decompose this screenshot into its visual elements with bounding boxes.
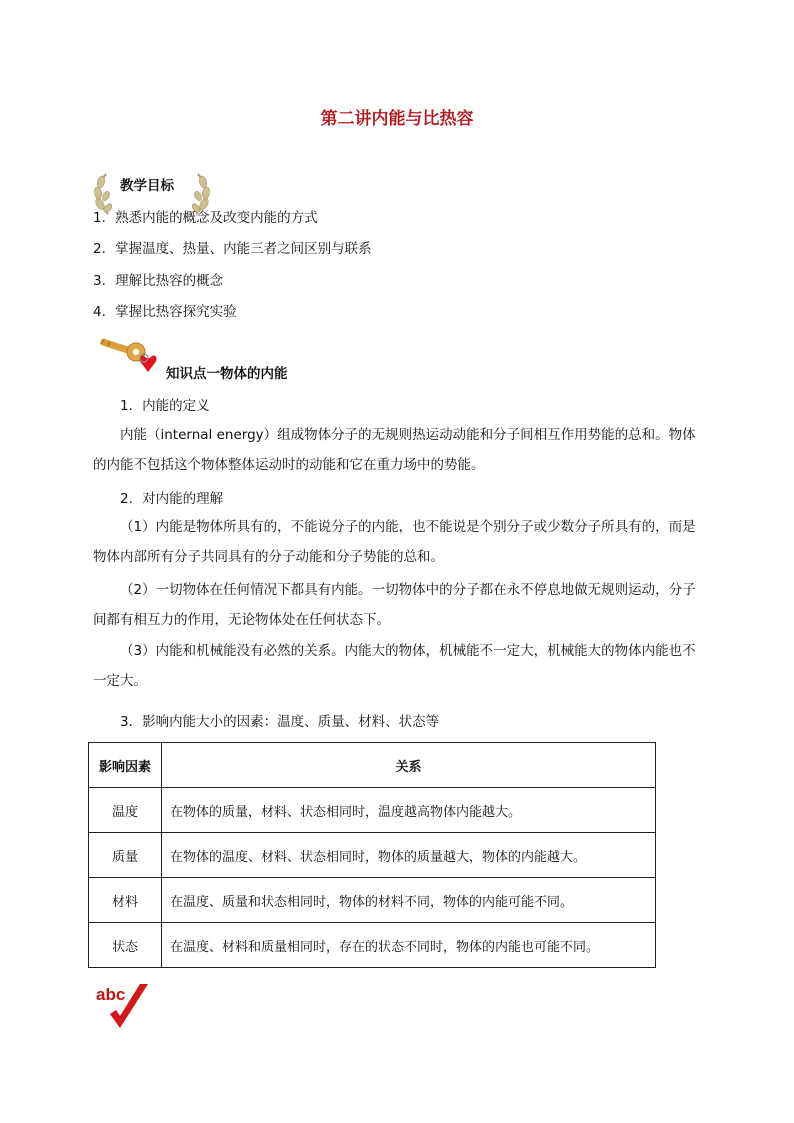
table-row	[89, 833, 656, 878]
subheading-understanding: 2．对内能的理解	[120, 491, 224, 507]
table-row	[89, 923, 656, 968]
goal-item-1: 1．熟悉内能的概念及改变内能的方式	[93, 210, 318, 226]
table-header-row	[89, 743, 656, 788]
table-cell-factor: 材料	[89, 878, 162, 923]
paragraph-definition: 内能（internal energy）组成物体分子的无规则热运动动能和分子间相互作用势能的总和。物体的内能不包括这个物体整体运动时的动能和它在重力场中的势能。	[93, 427, 696, 473]
table-cell-factor: 状态	[89, 923, 162, 968]
table-cell-factor: 质量	[89, 833, 162, 878]
key-heart-icon	[98, 328, 160, 376]
goal-item-3: 3．理解比热容的概念	[93, 273, 224, 289]
svg-text:abc: abc	[96, 985, 126, 1004]
table-header-relation: 关系	[162, 743, 656, 788]
document-title: 第二讲内能与比热容	[320, 109, 474, 129]
goal-item-4: 4．掌握比热容探究实验	[93, 304, 237, 320]
subheading-factors: 3．影响内能大小的因素：温度、质量、材料、状态等	[120, 714, 440, 730]
table-cell-relation: 在物体的温度、材料、状态相同时，物体的质量越大，物体的内能越大。	[162, 833, 656, 878]
table-header-factor: 影响因素	[89, 743, 162, 788]
teaching-goal-heading: 教学目标	[120, 178, 174, 194]
table-cell-relation: 在物体的质量，材料、状态相同时，温度越高物体内能越大。	[162, 788, 656, 833]
paragraph-understanding-1: （1）内能是物体所具有的，不能说分子的内能，也不能说是个别分子或少数分子所具有的，而是物体内部所有分子共同具有的分子动能和分子势能的总和。	[93, 519, 696, 565]
table-row	[89, 788, 656, 833]
goal-item-2: 2．掌握温度、热量、内能三者之间区别与联系	[93, 241, 372, 257]
subheading-definition: 1．内能的定义	[120, 398, 210, 414]
abc-check-icon	[96, 980, 152, 1032]
table-cell-factor: 温度	[89, 788, 162, 833]
paragraph-understanding-2: （2）一切物体在任何情况下都具有内能。一切物体中的分子都在永不停息地做无规则运动，分子间都有相互力的作用，无论物体处在任何状态下。	[93, 582, 696, 628]
table-row	[89, 878, 656, 923]
factors-table	[88, 742, 656, 968]
table-cell-relation: 在温度、质量和状态相同时，物体的材料不同，物体的内能可能不同。	[162, 878, 656, 923]
paragraph-understanding-3: （3）内能和机械能没有必然的关系。内能大的物体，机械能不一定大，机械能大的物体内能也不一定大。	[93, 643, 696, 689]
knowledge-point-heading: 知识点一物体的内能	[166, 366, 288, 382]
table-cell-relation: 在温度、材料和质量相同时，存在的状态不同时，物体的内能也可能不同。	[162, 923, 656, 968]
